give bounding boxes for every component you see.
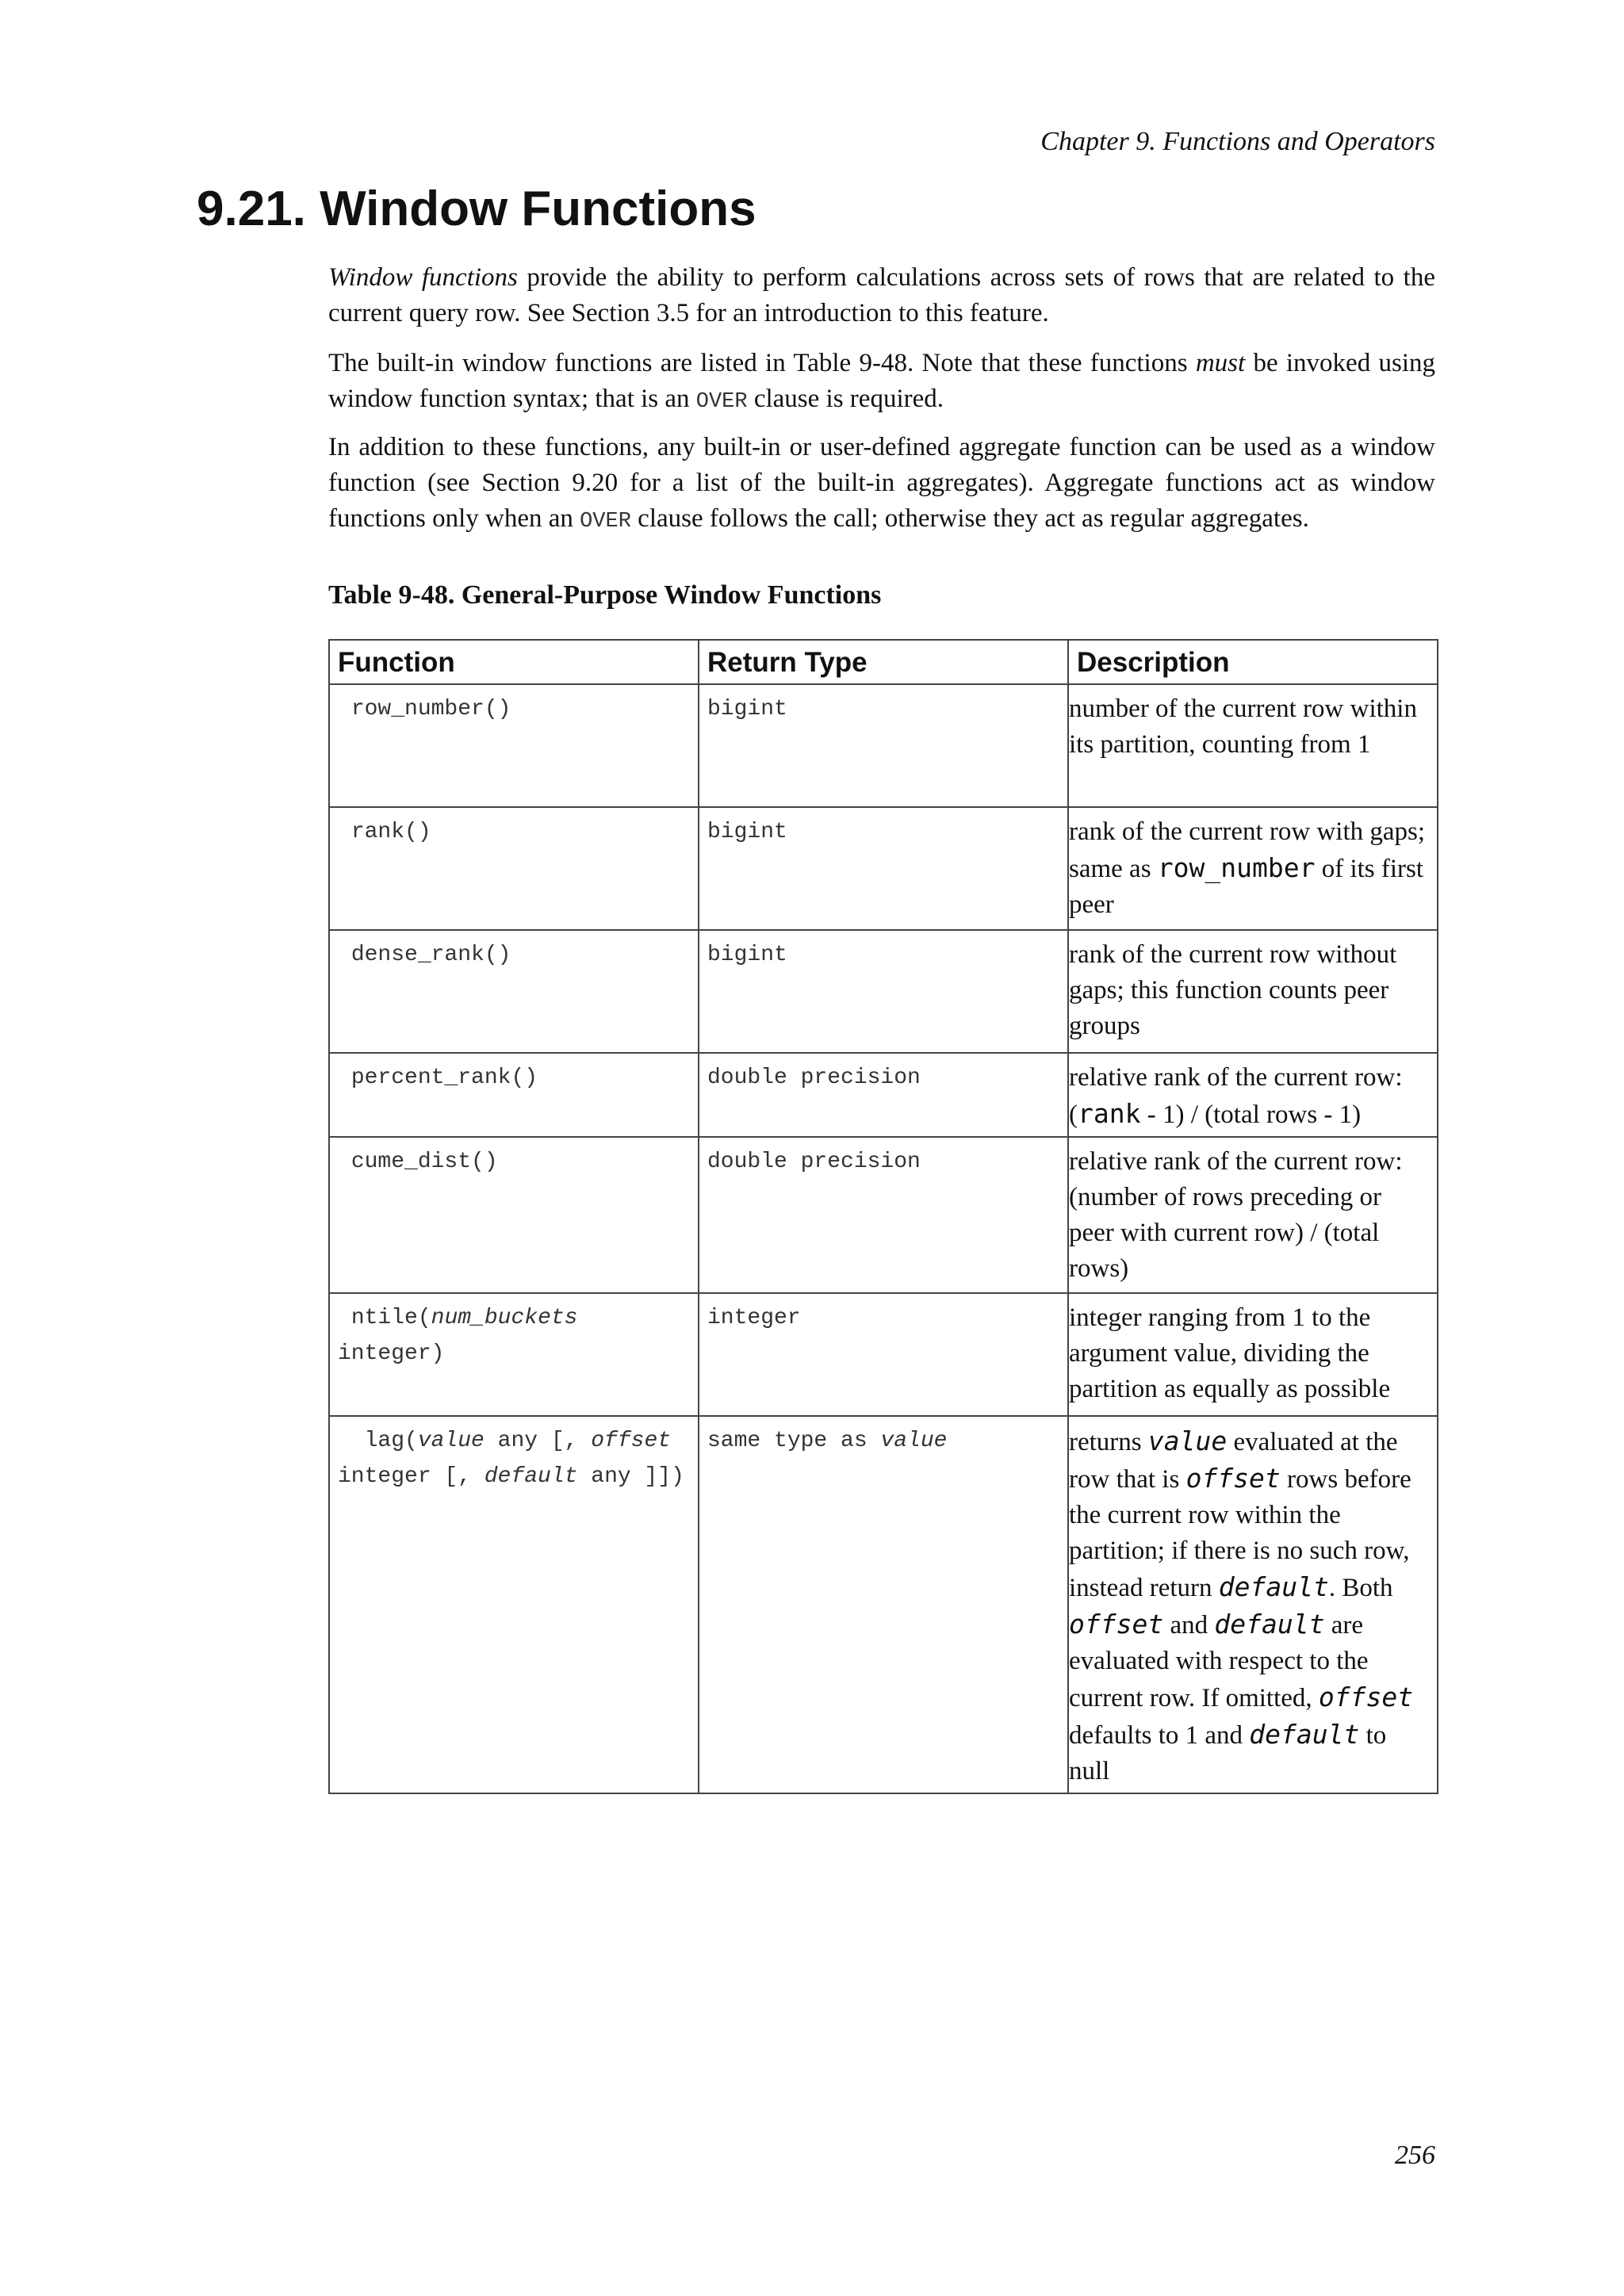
return-type-cell	[699, 1293, 1068, 1416]
function-name: percent_rank()	[350, 1066, 538, 1090]
function-name: cume_dist()	[350, 1150, 498, 1174]
paragraph-builtin-text-1: The built-in window functions are listed in Table 9-48. Note that these functions	[328, 349, 1196, 377]
return-type-cell	[699, 807, 1068, 930]
code-row-number: row_number	[1157, 852, 1316, 883]
table-row	[329, 807, 1438, 930]
code-offset: offset	[1069, 1609, 1164, 1640]
param-value: value	[417, 1429, 485, 1453]
function-name: rank()	[350, 820, 431, 844]
page-number: 256	[1395, 2141, 1435, 2170]
description-cell	[1068, 930, 1438, 1053]
description-text: evaluated at the row that is	[1069, 1428, 1398, 1494]
paragraph-builtin	[328, 346, 1435, 420]
description-text: number of the current row within its partition, counting from 1	[1069, 695, 1417, 759]
description-cell	[1068, 1416, 1438, 1793]
column-header-description: Description	[1068, 640, 1438, 684]
return-type: bigint	[707, 697, 787, 721]
function-cell	[329, 807, 699, 930]
description-text: rank of the current row without gaps; this function counts peer groups	[1069, 940, 1397, 1040]
table-row	[329, 1137, 1438, 1293]
description-text: are evaluated with respect to the current row. If omitted,	[1069, 1611, 1369, 1712]
description-text: relative rank of the current row: (	[1069, 1063, 1403, 1129]
table-caption: Table 9-48. General-Purpose Window Functions	[328, 580, 882, 610]
column-header-function: Function	[329, 640, 699, 684]
section-title: 9.21. Window Functions	[197, 182, 756, 236]
description-cell	[1068, 1053, 1438, 1137]
description-cell	[1068, 1137, 1438, 1293]
param-num-buckets: num_buckets	[431, 1306, 578, 1330]
description-text: to null	[1069, 1721, 1387, 1785]
function-cell	[329, 930, 699, 1053]
function-cell	[329, 684, 699, 807]
paragraph-intro-text: provide the ability to perform calculations across sets of rows that are related to the current query row. See Section 3.5 for an introduction to this feature.	[328, 263, 1435, 327]
param-default: default	[484, 1464, 578, 1489]
function-name: ntile(	[350, 1306, 431, 1330]
function-name: integer [,	[338, 1429, 684, 1489]
code-default: default	[1218, 1571, 1329, 1602]
description-cell	[1068, 807, 1438, 930]
return-type: double precision	[707, 1066, 921, 1090]
code-over: OVER	[580, 510, 631, 534]
emphasis-must: must	[1195, 349, 1246, 377]
return-type: bigint	[707, 820, 787, 844]
function-name: row_number()	[350, 697, 511, 721]
return-type: same type as	[707, 1429, 881, 1453]
column-header-return-type: Return Type	[699, 640, 1068, 684]
code-over: OVER	[695, 390, 748, 414]
return-type: integer	[707, 1306, 801, 1330]
description-text: of its first peer	[1069, 855, 1424, 919]
paragraph-aggregates	[328, 430, 1435, 540]
code-rank: rank	[1078, 1098, 1141, 1129]
function-cell	[329, 1053, 699, 1137]
description-text: integer ranging from 1 to the argument value, dividing the partition as equally as possible	[1069, 1303, 1391, 1403]
code-offset: offset	[1318, 1682, 1414, 1712]
description-text: - 1) / (total rows - 1)	[1140, 1100, 1362, 1129]
table-row	[329, 1053, 1438, 1137]
description-text: rank of the current row with gaps; same as	[1069, 817, 1426, 883]
table-row	[329, 1293, 1438, 1416]
return-type-cell	[699, 684, 1068, 807]
function-name: integer)	[338, 1306, 592, 1366]
function-name: lag(	[364, 1429, 418, 1453]
function-name: any ]])	[577, 1464, 684, 1489]
description-text: relative rank of the current row: (number of rows preceding or peer with current row) / (total rows)	[1069, 1147, 1403, 1283]
return-type-cell	[699, 1137, 1068, 1293]
paragraph-builtin-text-3: clause is required.	[747, 385, 944, 413]
function-cell	[329, 1416, 699, 1793]
function-name: dense_rank()	[350, 943, 511, 967]
description-cell	[1068, 1293, 1438, 1416]
table-row	[329, 684, 1438, 807]
return-type: bigint	[707, 943, 787, 967]
table-header-row	[329, 640, 1438, 684]
return-type-cell	[699, 1053, 1068, 1137]
table-row	[329, 930, 1438, 1053]
return-type: double precision	[707, 1150, 921, 1174]
function-cell	[329, 1137, 699, 1293]
description-text: returns	[1069, 1428, 1148, 1456]
code-default: default	[1249, 1719, 1360, 1750]
param-value: value	[880, 1429, 948, 1453]
term-window-functions: Window functions	[328, 263, 518, 292]
description-text: rows before the current row within the partition; if there is no such row, instead return	[1069, 1465, 1411, 1602]
description-text: and	[1163, 1611, 1215, 1640]
description-text: . Both	[1328, 1574, 1393, 1602]
window-functions-table	[328, 639, 1438, 1794]
description-cell	[1068, 684, 1438, 807]
param-offset: offset	[591, 1429, 672, 1453]
running-header: Chapter 9. Functions and Operators	[1040, 127, 1435, 156]
return-type-cell	[699, 930, 1068, 1053]
paragraph-builtin-text-2: be invoked using window function syntax; that is an	[328, 349, 1435, 413]
function-cell	[329, 1293, 699, 1416]
description-text: defaults to 1 and	[1069, 1721, 1250, 1750]
code-offset: offset	[1185, 1463, 1281, 1494]
function-name: any [,	[484, 1429, 592, 1453]
code-default: default	[1214, 1609, 1325, 1640]
code-value: value	[1147, 1425, 1228, 1456]
table-row	[329, 1416, 1438, 1793]
paragraph-intro	[328, 260, 1435, 331]
paragraph-aggregates-text-1: In addition to these functions, any built-in or user-defined aggregate function can be used as a window function (see Section 9.20 for a list of the built-in aggregates). Aggregate functions act as window functions only when an	[328, 433, 1435, 533]
return-type-cell	[699, 1416, 1068, 1793]
paragraph-aggregates-text-2: clause follows the call; otherwise they act as regular aggregates.	[630, 504, 1309, 533]
